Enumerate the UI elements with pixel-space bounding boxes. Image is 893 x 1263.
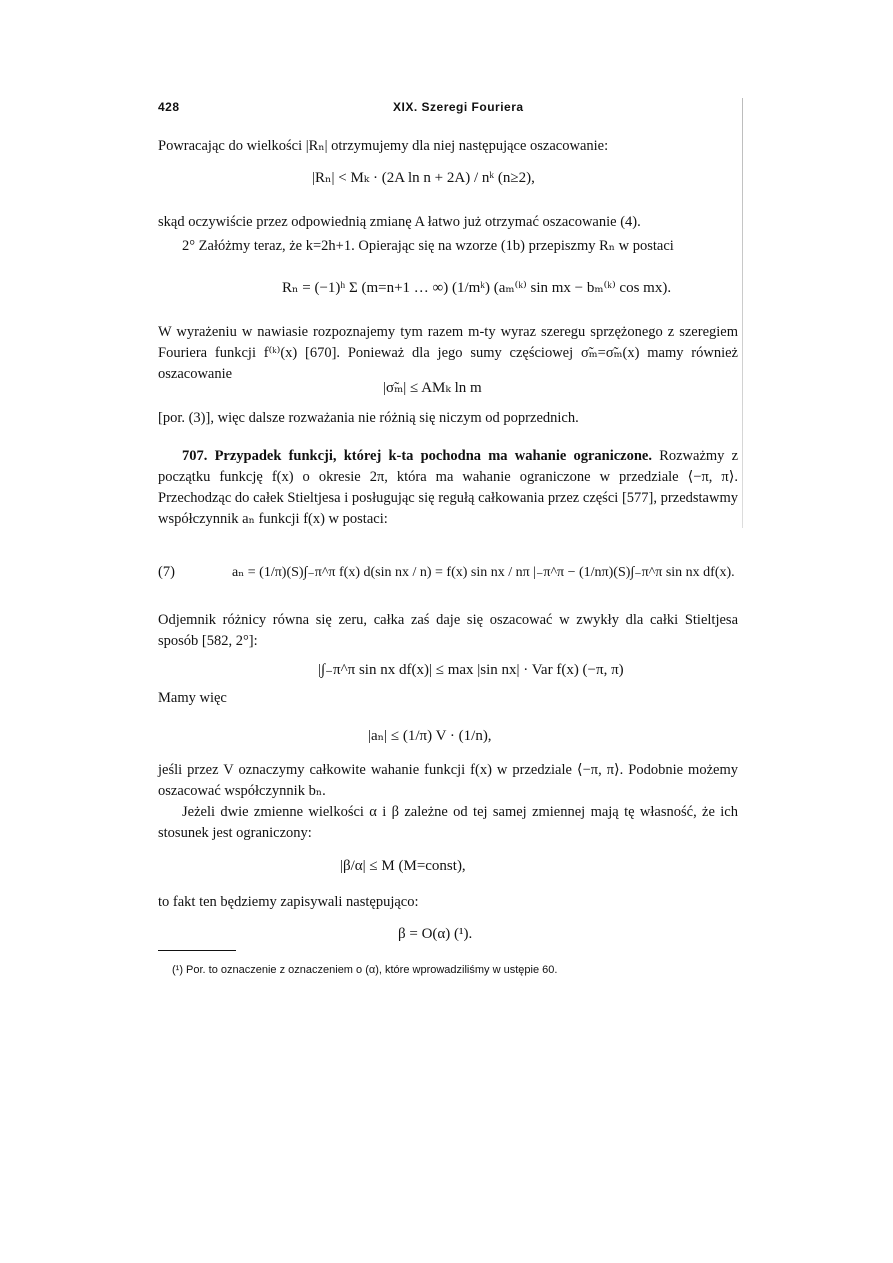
paragraph-1: Powracając do wielkości |Rₙ| otrzymujemy dla niej następujące oszacowanie: [158, 138, 609, 154]
footnote: (¹) Por. to oznaczenie z oznaczeniem o (α), które wprowadziliśmy w ustępie 60. [172, 964, 558, 976]
footnote-rule [158, 950, 236, 951]
equation-5: |∫₋π^π sin nx df(x)| ≤ max |sin nx| · Var f(x) (−π, π) [318, 662, 624, 678]
equation-4: aₙ = (1/π)(S)∫₋π^π f(x) d(sin nx / n) = f(x) sin nx / nπ |₋π^π − (1/nπ)(S)∫₋π^π sin nx df(x). [232, 565, 735, 580]
paragraph-5: [por. (3)], więc dalsze rozważania nie różnią się niczym od poprzednich. [158, 410, 579, 426]
paragraph-11: to fakt ten będziemy zapisywali następująco: [158, 894, 419, 910]
section-number: 707. [182, 448, 208, 464]
equation-8: β = O(α) (¹). [398, 926, 473, 942]
running-title: XIX. Szeregi Fouriera [393, 100, 524, 114]
equation-3: |σ̃ₘ| ≤ AMₖ ln m [383, 380, 482, 396]
paragraph-10: Jeżeli dwie zmienne wielkości α i β zależne od tej samej zmiennej mają tę własność, że ich stosunek jest ograniczony: [158, 804, 738, 841]
paragraph-4: W wyrażeniu w nawiasie rozpoznajemy tym razem m-ty wyraz szeregu sprzężonego z szeregiem Fouriera funkcji f⁽ᵏ⁾(x) [670]. Ponieważ dla jego sumy częściowej σ̃ₘ=σ̃ₘ(x) mamy również oszacowanie [158, 324, 738, 382]
paragraph-2: skąd oczywiście przez odpowiednią zmianę A łatwo już otrzymać oszacowanie (4). [158, 214, 641, 230]
scan-edge-line [742, 98, 743, 528]
section-title: Przypadek funkcji, której k-ta pochodna ma wahanie ograniczone. [214, 448, 652, 464]
paragraph-7: Odjemnik różnicy równa się zeru, całka zaś daje się oszacować w zwykły dla całki Stieltjesa sposób [582, 2°]: [158, 612, 738, 649]
equation-6: |aₙ| ≤ (1/π) V · (1/n), [368, 728, 492, 744]
section-text: Rozważmy z początku funkcję f(x) o okresie 2π, która ma wahanie ograniczone w przedziale ⟨−π, π⟩. Przechodząc do całek Stieltjesa i posługując się regułą całkowania przez części [577], przedstawmy współczynnik aₙ funkcji f(x) w postaci: [158, 448, 739, 527]
equation-2: Rₙ = (−1)ʰ Σ (m=n+1 … ∞) (1/mᵏ) (aₘ⁽ᵏ⁾ sin mx − bₘ⁽ᵏ⁾ cos mx). [282, 280, 672, 296]
page-number: 428 [158, 100, 180, 114]
equation-4-label: (7) [158, 564, 175, 580]
paragraph-8: Mamy więc [158, 690, 227, 706]
equation-7: |β/α| ≤ M (M=const), [340, 858, 466, 874]
equation-1: |Rₙ| < Mₖ · (2A ln n + 2A) / nᵏ (n≥2), [312, 170, 535, 186]
paragraph-6 [158, 446, 738, 530]
paragraph-3: 2° Załóżmy teraz, że k=2h+1. Opierając się na wzorze (1b) przepiszmy Rₙ w postaci [182, 238, 674, 254]
paragraph-9: jeśli przez V oznaczymy całkowite wahanie funkcji f(x) w przedziale ⟨−π, π⟩. Podobnie możemy oszacować współczynnik bₙ. [158, 762, 738, 799]
